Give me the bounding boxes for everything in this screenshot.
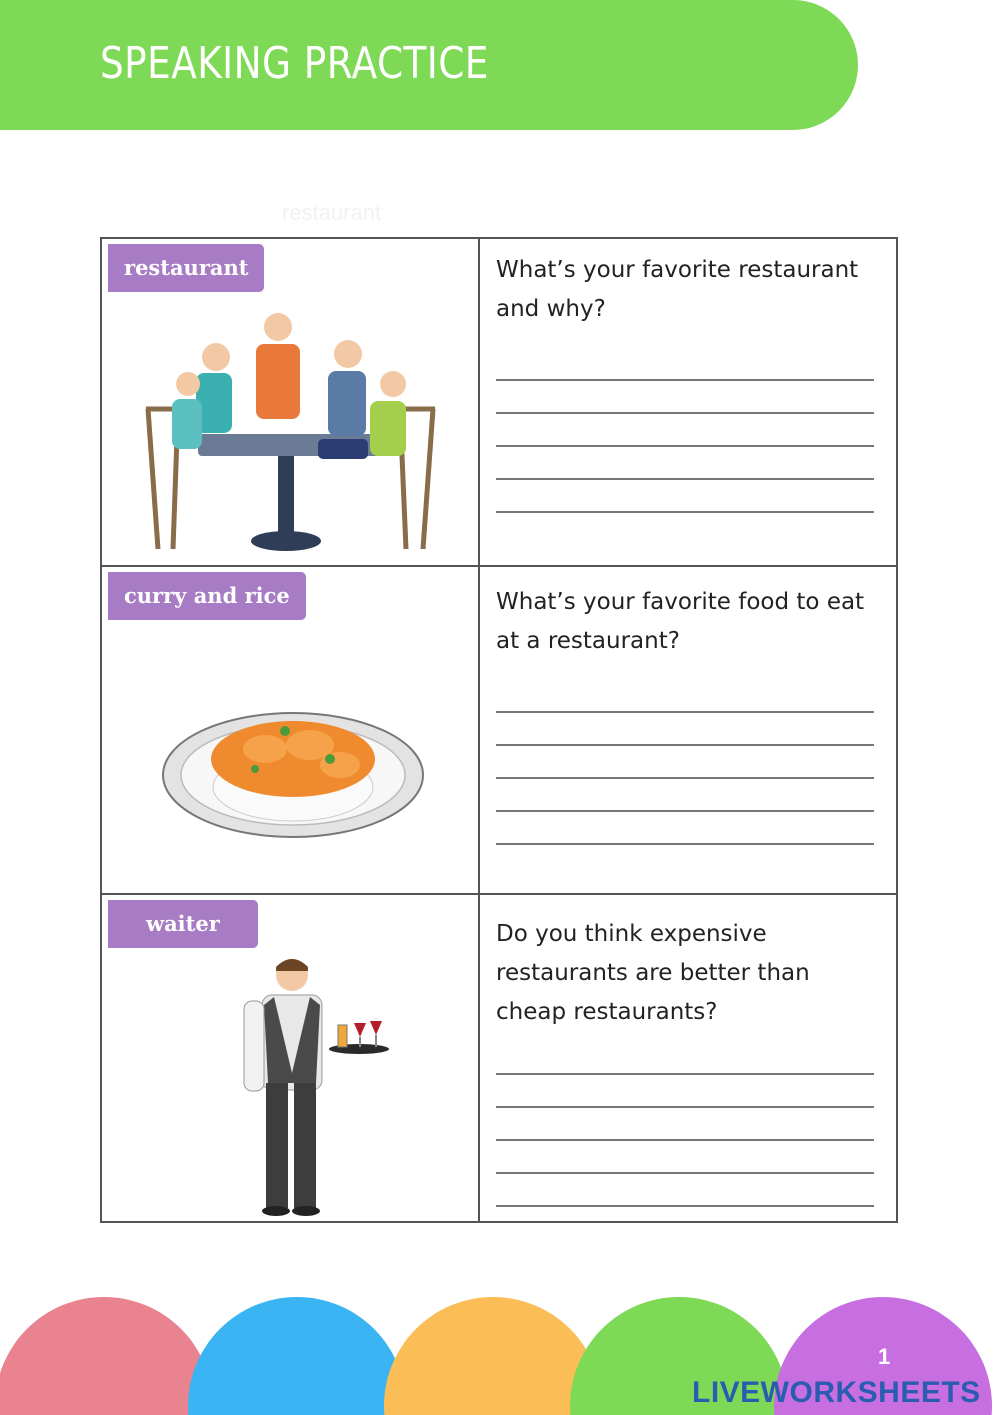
footer-bubble xyxy=(0,1297,213,1415)
practice-table xyxy=(100,237,898,1223)
question-cell xyxy=(479,238,897,566)
page-title: SPEAKING PRACTICE xyxy=(100,38,489,89)
picture-cell xyxy=(101,894,479,1222)
question-text: What’s your favorite restaurant and why? xyxy=(496,257,859,322)
answer-lines[interactable] xyxy=(496,1073,874,1238)
page-number: 1 xyxy=(878,1344,891,1369)
answer-lines[interactable] xyxy=(496,379,874,544)
vocab-label: waiter xyxy=(108,900,258,948)
question-text: Do you think expensive restaurants are better than cheap restaurants? xyxy=(496,921,810,1025)
question-cell xyxy=(479,566,897,894)
curry-rice-illustration xyxy=(160,701,426,841)
picture-cell xyxy=(101,238,479,566)
waiter-illustration xyxy=(236,953,396,1223)
restaurant-illustration xyxy=(138,309,438,559)
table-row xyxy=(101,566,897,894)
picture-cell xyxy=(101,566,479,894)
footer-bubble xyxy=(188,1297,406,1415)
liveworksheets-logo[interactable]: LIVEWORKSHEETS xyxy=(692,1376,981,1409)
answer-lines[interactable] xyxy=(496,711,874,876)
table-row xyxy=(101,238,897,566)
ghost-text: restaurant xyxy=(282,200,382,225)
vocab-label: curry and rice xyxy=(108,572,306,620)
table-row xyxy=(101,894,897,1222)
vocab-label: restaurant xyxy=(108,244,264,292)
question-text: What’s your favorite food to eat at a restaurant? xyxy=(496,589,865,654)
question-cell xyxy=(479,894,897,1222)
